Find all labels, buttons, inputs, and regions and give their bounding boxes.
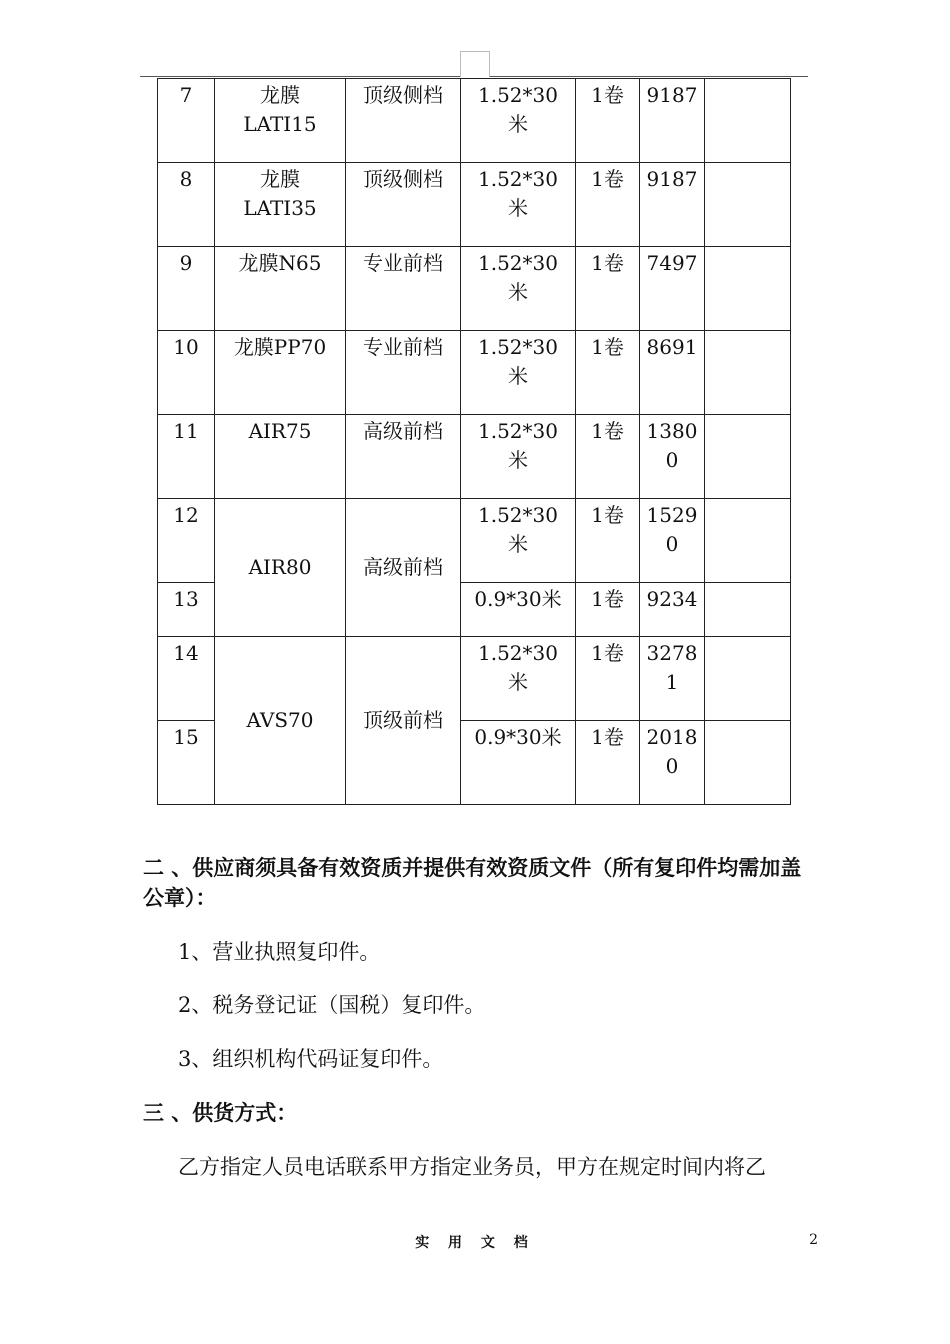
row-number-text: 12 — [173, 503, 199, 527]
product-note — [705, 163, 791, 247]
product-price-line: 7497 — [646, 251, 698, 275]
product-spec-line: 1.52*30 — [478, 641, 558, 665]
product-spec — [461, 499, 576, 583]
product-note-text — [705, 721, 790, 723]
product-spec-line: 1.52*30 — [478, 335, 558, 359]
table-row — [158, 163, 791, 247]
product-name-line: 龙膜 — [260, 83, 300, 107]
product-quantity-text: 1卷 — [591, 503, 624, 527]
table-row — [158, 331, 791, 415]
product-price-line: 0 — [665, 532, 679, 556]
product-quantity-text: 1卷 — [591, 641, 624, 665]
section-3-text: 乙方指定人员电话联系甲方指定业务员，甲方在规定时间内将乙 — [178, 1155, 766, 1179]
product-grade-line: 顶级侧档 — [363, 83, 443, 107]
product-spec-line: 1.52*30 — [478, 167, 558, 191]
product-quantity-text: 1卷 — [591, 83, 624, 107]
product-spec — [461, 637, 576, 721]
table-row — [158, 499, 791, 583]
product-note — [705, 247, 791, 331]
product-price-line: 9187 — [646, 83, 698, 107]
product-price-line: 9187 — [646, 167, 698, 191]
product-grade — [346, 331, 461, 415]
product-price — [640, 415, 705, 499]
product-grade — [346, 163, 461, 247]
row-number — [158, 637, 215, 721]
row-number — [158, 583, 215, 637]
row-number — [158, 163, 215, 247]
product-spec-line: 1.52*30 — [478, 251, 558, 275]
product-name-line: 龙膜PP70 — [233, 335, 327, 359]
product-spec — [461, 79, 576, 163]
requirement-item-2: 2、税务登记证（国税）复印件。 — [178, 993, 486, 1017]
product-name-line: 龙膜N65 — [238, 251, 322, 275]
header-corner-mark — [460, 51, 490, 77]
product-grade — [346, 415, 461, 499]
product-spec — [461, 331, 576, 415]
row-number-text: 11 — [173, 419, 199, 443]
product-grade-line: 高级前档 — [363, 555, 443, 579]
product-quantity — [576, 247, 640, 331]
table-row — [158, 79, 791, 163]
product-note-text — [705, 79, 790, 81]
row-number — [158, 247, 215, 331]
row-number-text: 15 — [173, 725, 199, 749]
product-quantity-text: 1卷 — [591, 587, 624, 611]
product-grade — [346, 499, 461, 637]
product-price — [640, 499, 705, 583]
product-quantity — [576, 721, 640, 805]
product-price-line: 1380 — [646, 419, 698, 443]
product-price-line: 8691 — [646, 335, 698, 359]
product-price-line: 3278 — [646, 641, 698, 665]
product-spec — [461, 247, 576, 331]
row-number-text: 14 — [173, 641, 199, 665]
product-quantity-text: 1卷 — [591, 419, 624, 443]
product-spec — [461, 163, 576, 247]
product-price — [640, 79, 705, 163]
product-grade-line: 高级前档 — [363, 419, 443, 443]
product-price-line: 0 — [665, 448, 679, 472]
section-3-heading: 三 、供货方式： — [143, 1101, 298, 1125]
product-price — [640, 163, 705, 247]
product-name — [215, 331, 346, 415]
product-spec-line: 米 — [508, 448, 528, 472]
product-grade-line: 顶级前档 — [363, 708, 443, 732]
product-price-line: 1529 — [646, 503, 698, 527]
requirement-item-3: 3、组织机构代码证复印件。 — [178, 1047, 444, 1071]
product-spec-line: 米 — [508, 196, 528, 220]
product-spec-line: 米 — [508, 364, 528, 388]
product-price — [640, 331, 705, 415]
product-quantity-text: 1卷 — [591, 335, 624, 359]
product-price — [640, 247, 705, 331]
product-name — [215, 637, 346, 805]
product-note-text — [705, 163, 790, 165]
product-name — [215, 415, 346, 499]
product-price — [640, 637, 705, 721]
product-price-line: 9234 — [646, 587, 698, 611]
product-spec-line: 0.9*30米 — [474, 725, 562, 749]
table-row — [158, 415, 791, 499]
product-name-line: LATI35 — [243, 196, 317, 220]
product-quantity-text: 1卷 — [591, 725, 624, 749]
product-grade — [346, 79, 461, 163]
table-row — [158, 247, 791, 331]
row-number-text: 8 — [179, 167, 193, 191]
product-name — [215, 499, 346, 637]
product-spec-line: 米 — [508, 112, 528, 136]
row-number — [158, 721, 215, 805]
product-name-line: AIR75 — [248, 419, 312, 443]
row-number — [158, 79, 215, 163]
product-quantity — [576, 79, 640, 163]
product-spec-line: 1.52*30 — [478, 503, 558, 527]
footer-title: 实 用 文 档 — [415, 1235, 535, 1251]
product-quantity — [576, 583, 640, 637]
product-price-line: 1 — [665, 670, 679, 694]
product-price — [640, 583, 705, 637]
product-quantity — [576, 499, 640, 583]
row-number-text: 7 — [179, 83, 193, 107]
product-grade-line: 顶级侧档 — [363, 167, 443, 191]
product-note — [705, 637, 791, 721]
row-number-text: 13 — [173, 587, 199, 611]
product-note — [705, 415, 791, 499]
row-number — [158, 415, 215, 499]
product-spec — [461, 583, 576, 637]
product-table — [157, 78, 791, 805]
product-quantity-text: 1卷 — [591, 251, 624, 275]
product-price — [640, 721, 705, 805]
product-name-line: 龙膜 — [260, 167, 300, 191]
product-name-line: AIR80 — [248, 555, 312, 579]
row-number — [158, 499, 215, 583]
product-spec-line: 1.52*30 — [478, 83, 558, 107]
section-2-heading: 二 、供应商须具备有效资质并提供有效资质文件（所有复印件均需加盖公章）： — [143, 856, 802, 910]
product-quantity — [576, 637, 640, 721]
product-note-text — [705, 499, 790, 501]
product-note-text — [705, 637, 790, 639]
product-spec-line: 米 — [508, 670, 528, 694]
product-name-line: LATI15 — [243, 112, 317, 136]
product-spec — [461, 415, 576, 499]
product-note — [705, 721, 791, 805]
product-name-line: AVS70 — [246, 708, 314, 732]
product-spec-line: 米 — [508, 280, 528, 304]
product-spec-line: 米 — [508, 532, 528, 556]
page-number: 2 — [809, 1232, 818, 1248]
row-number-text: 10 — [173, 335, 199, 359]
product-grade — [346, 247, 461, 331]
product-name — [215, 247, 346, 331]
product-spec — [461, 721, 576, 805]
requirement-item-1: 1、营业执照复印件。 — [178, 940, 381, 964]
product-quantity-text: 1卷 — [591, 167, 624, 191]
row-number-text: 9 — [179, 251, 193, 275]
product-spec-line: 1.52*30 — [478, 419, 558, 443]
product-table-body — [158, 79, 791, 805]
product-grade — [346, 637, 461, 805]
product-note — [705, 331, 791, 415]
product-note — [705, 79, 791, 163]
product-grade-line: 专业前档 — [363, 335, 443, 359]
product-note-text — [705, 415, 790, 417]
product-spec-line: 0.9*30米 — [474, 587, 562, 611]
product-grade-line: 专业前档 — [363, 251, 443, 275]
product-note-text — [705, 583, 790, 585]
product-quantity — [576, 331, 640, 415]
product-quantity — [576, 415, 640, 499]
product-note-text — [705, 247, 790, 249]
product-note-text — [705, 331, 790, 333]
row-number — [158, 331, 215, 415]
product-price-line: 2018 — [646, 725, 698, 749]
product-name — [215, 79, 346, 163]
product-price-line: 0 — [665, 754, 679, 778]
product-note — [705, 499, 791, 583]
product-quantity — [576, 163, 640, 247]
product-name — [215, 163, 346, 247]
table-row — [158, 637, 791, 721]
product-note — [705, 583, 791, 637]
